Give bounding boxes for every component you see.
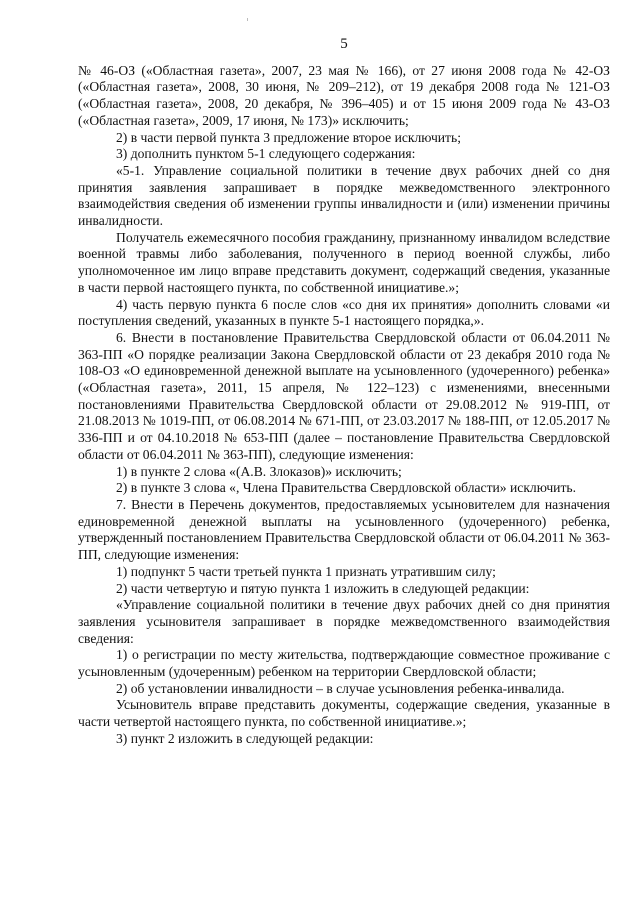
paragraph-s6-item-1: 1) в пункте 2 слова «(А.В. Злоказов)» исключить; <box>116 463 402 479</box>
page-number: 5 <box>340 36 348 52</box>
paragraph-section-7: 7. Внести в Перечень документов, предоставляемых усыновителем для назначения единовременной денежной выплаты на усыновленного (удочеренного) ребенка, утвержденный постановлением Правительства Свердловской области от 06.04.2011 № 363-ПП, следующие изменения: <box>78 496 610 563</box>
paragraph-s7-item-3: 3) пункт 2 изложить в следующей редакции: <box>116 730 374 746</box>
paragraph-quote-management: «Управление социальной политики в течение двух рабочих дней со дня принятия заявления усыновителя запрашивает в порядке межведомственного взаимодействия сведения: <box>78 597 610 646</box>
paragraph-recipient: Получатель ежемесячного пособия гражданину, признанному инвалидом вследствие военной травмы либо заболевания, полученного в период военной службы, либо уполномоченное им лицо вправе представить документ, содержащий сведения, указанные в части первой настоящего пункта, по собственной инициативе.»; <box>78 229 610 295</box>
paragraph-item-3: 3) дополнить пунктом 5-1 следующего содержания: <box>116 146 416 162</box>
paragraph-s7-item-2: 2) части четвертую и пятую пункта 1 изложить в следующей редакции: <box>116 580 530 596</box>
paragraph-s7-item-1: 1) подпункт 5 части третьей пункта 1 признать утратившим силу; <box>116 563 496 579</box>
paragraph-s6-item-2: 2) в пункте 3 слова «, Члена Правительства Свердловской области» исключить. <box>116 480 576 496</box>
paragraph-disability: 2) об установлении инвалидности – в случае усыновления ребенка-инвалида. <box>116 680 565 696</box>
paragraph-continuation: № 46-ОЗ («Областная газета», 2007, 23 мая № 166), от 27 июня 2008 года № 42-ОЗ («Областная газета», 2008, 30 июня, № 209–212), от 19 декабря 2008 года № 121-ОЗ («Областная газета», 2008, 20 декабря, № 396–405) и от 15 июня 2009 года № 43-ОЗ («Областная газета», 2009, 17 июня, № 173)» исключить; <box>78 62 610 128</box>
document-page <box>78 36 610 748</box>
scan-mark <box>247 18 248 21</box>
paragraph-item-2: 2) в части первой пункта 3 предложение второе исключить; <box>116 129 461 145</box>
paragraph-section-6: 6. Внести в постановление Правительства Свердловской области от 06.04.2011 № 363-ПП «О порядке реализации Закона Свердловской области от 23 декабря 2010 года № 108-ОЗ «О единовременной денежной выплате на усыновленного (удочеренного) ребенка» («Областная газета», 2011, 15 апреля, № 122–123) с изменениями, внесенными постановлениями Правительства Свердловской области от 29.08.2012 № 919-ПП, от 21.08.2013 № 1019-ПП, от 06.08.2014 № 671-ПП, от 23.03.2017 № 188-ПП, от 12.05.2017 № 336-ПП и от 04.10.2018 № 653-ПП (далее – постановление Правительства Свердловской области от 06.04.2011 № 363-ПП), следующие изменения: <box>78 329 610 462</box>
paragraph-registration: 1) о регистрации по месту жительства, подтверждающие совместное проживание с усыновленным (удочеренным) ребенком на территории Свердловской области; <box>78 647 610 680</box>
paragraph-item-4: 4) часть первую пункта 6 после слов «со дня их принятия» дополнить словами «и поступления сведений, указанных в пункте 5-1 настоящего порядка,». <box>78 296 610 329</box>
paragraph-adopter: Усыновитель вправе представить документы, содержащие сведения, указанные в части четвертой настоящего пункта, по собственной инициативе.»; <box>78 697 610 730</box>
paragraph-quote-5-1: «5-1. Управление социальной политики в течение двух рабочих дней со дня принятия заявления запрашивает в порядке межведомственного электронного взаимодействия сведения об изменении группы инвалидности и (или) изменении причины инвалидности. <box>78 162 610 229</box>
